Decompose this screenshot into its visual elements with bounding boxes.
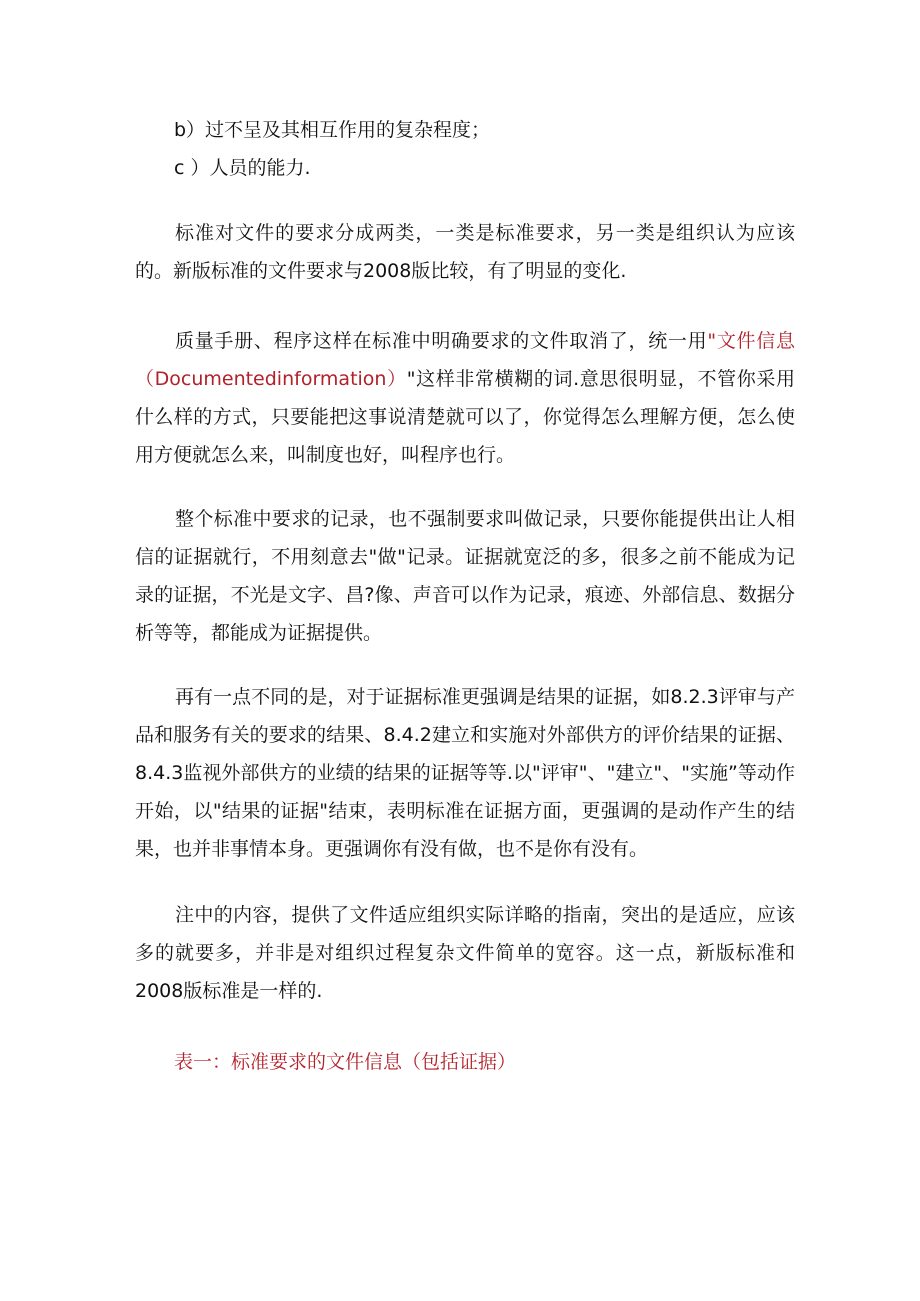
paragraph-text-lead: 质量手册、程序这样在标准中明确要求的文件取消了，统一用 <box>175 330 708 352</box>
paragraph-evidence-of-results: 再有一点不同的是，对于证据标准更强调是结果的证据，如8.2.3评审与产品和服务有关的要求的结果、8.4.2建立和实施对外部供方的评价结果的证据、8.4.3监视外部供方的业绩的结果的证据等等.以"评审"、"建立"、"实施”等动作开始，以"结果的证据"结束，表明标准在证据方面，更强调的是动作产生的结果，也并非事情本身。更强调你有没有做，也不是你有没有。 <box>135 686 795 860</box>
paragraph-text-rest: "这样非常横糊的词.意思很明显，不管你采用什么样的方式，只要能把这事说清楚就可以了，你觉得怎么理解方便，怎么使用方便就怎么来，叫制度也好，叫程序也行。 <box>135 368 795 466</box>
paragraph-records: 整个标准中要求的记录，也不强制要求叫做记录，只要你能提供出让人相信的证据就行，不用刻意去"做"记录。证据就宽泛的多，很多之前不能成为记录的证据，不光是文字、昌?像、声音可以作为记录，痕迹、外部信息、数据分析等等，都能成为证据提供。 <box>135 508 795 644</box>
table-caption: 表一：标准要求的文件信息（包括证据） <box>174 1051 517 1073</box>
paragraph-notes: 注中的内容，提供了文件适应组织实际详略的指南，突出的是适应，应该多的就要多，并非是对组织过程复杂文件简单的宽容。这一点，新版标准和2008版标准是一样的. <box>135 904 795 1002</box>
paragraph-document-types: 标准对文件的要求分成两类，一类是标准要求，另一类是组织认为应该的。新版标准的文件要求与2008版比较，有了明显的变化. <box>135 222 795 282</box>
paragraph-documented-information <box>135 322 795 474</box>
list-item-c: c ）人员的能力. <box>174 157 311 179</box>
documented-information-term: "文件信息（Documentedinformation） <box>135 330 795 390</box>
list-item-b: b）过不呈及其相互作用的复杂程度； <box>174 119 491 141</box>
